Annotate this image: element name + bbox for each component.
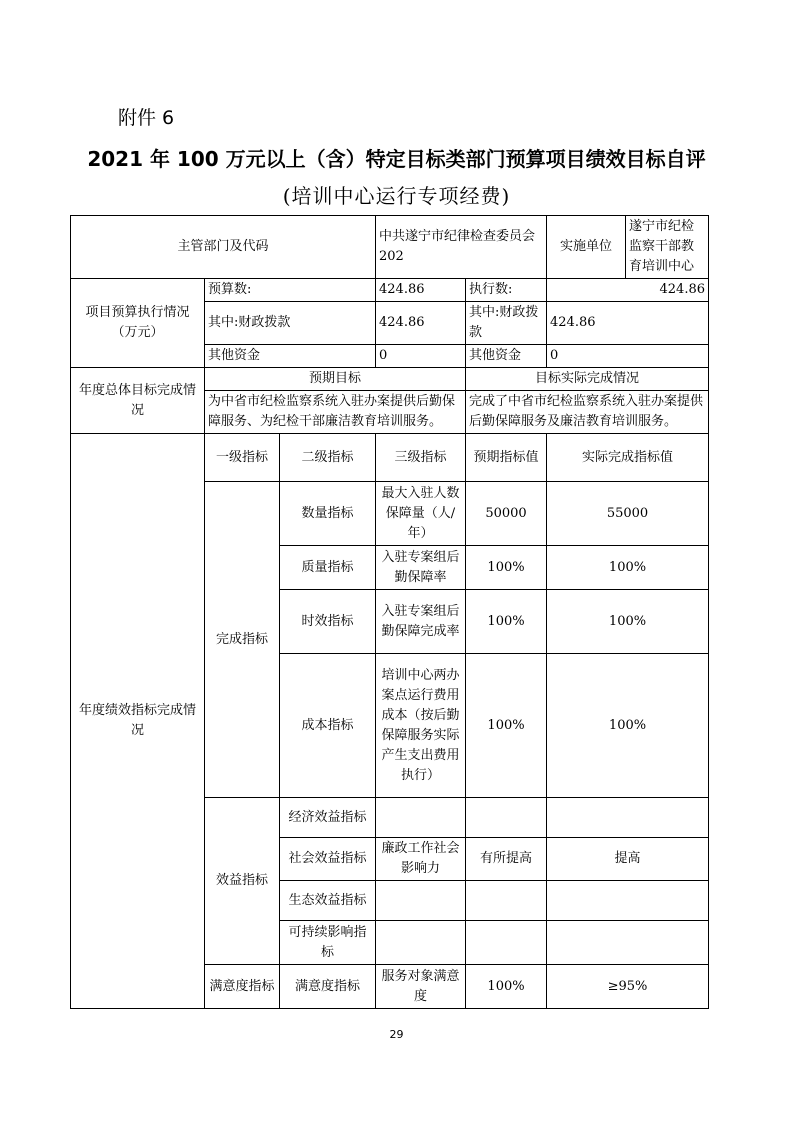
header-level3: 三级指标 xyxy=(376,434,466,482)
level2-cell: 时效指标 xyxy=(280,590,376,654)
expected-cell: 100% xyxy=(466,965,547,1009)
level2-cell: 社会效益指标 xyxy=(280,838,376,881)
level2-cell: 成本指标 xyxy=(280,654,376,798)
other-exec-label: 其他资金 xyxy=(466,345,547,368)
expected-cell: 100% xyxy=(466,590,547,654)
expected-goal-header: 预期目标 xyxy=(205,368,466,391)
expected-cell xyxy=(466,798,547,838)
other-exec: 0 xyxy=(547,345,709,368)
level2-cell: 质量指标 xyxy=(280,546,376,590)
actual-cell: 100% xyxy=(547,590,709,654)
impl-value: 遂宁市纪检监察干部教育培训中心 xyxy=(629,219,695,274)
exec-amount: 424.86 xyxy=(547,279,709,302)
benefit-label: 效益指标 xyxy=(205,798,280,965)
actual-cell xyxy=(547,881,709,921)
expected-cell: 100% xyxy=(466,654,547,798)
fiscal-budget-label: 其中:财政拨款 xyxy=(205,302,376,345)
fiscal-budget: 424.86 xyxy=(376,302,466,345)
completion-label: 完成指标 xyxy=(205,482,280,798)
dept-label: 主管部门及代码 xyxy=(71,216,376,279)
level3-cell: 培训中心两办案点运行费用成本（按后勤保障服务实际产生支出费用执行） xyxy=(376,654,466,798)
header-actual: 实际完成指标值 xyxy=(547,434,709,482)
performance-table xyxy=(70,215,709,1009)
actual-cell: ≥95% xyxy=(547,965,709,1009)
annual-goal-label: 年度总体目标完成情况 xyxy=(71,368,205,434)
expected-cell: 100% xyxy=(466,546,547,590)
level3-cell: 最大入驻人数保障量（人/年） xyxy=(376,482,466,546)
level2-cell: 可持续影响指标 xyxy=(280,921,376,965)
level2-cell: 满意度指标 xyxy=(280,965,376,1009)
header-level1: 一级指标 xyxy=(205,434,280,482)
actual-goal-text: 完成了中省市纪检监察系统入驻办案提供后勤保障服务及廉洁教育培训服务。 xyxy=(466,391,709,434)
indicators-section-label: 年度绩效指标完成情况 xyxy=(71,434,205,1009)
level3-cell: 廉政工作社会影响力 xyxy=(376,838,466,881)
level3-cell xyxy=(376,798,466,838)
page-title: 2021 年 100 万元以上（含）特定目标类部门预算项目绩效目标自评 xyxy=(87,147,706,171)
expected-cell xyxy=(466,921,547,965)
expected-cell xyxy=(466,881,547,921)
other-budget: 0 xyxy=(376,345,466,368)
header-level2: 二级指标 xyxy=(280,434,376,482)
level2-cell: 生态效益指标 xyxy=(280,881,376,921)
budget-label: 项目预算执行情况（万元） xyxy=(71,279,205,368)
header-expected: 预期指标值 xyxy=(466,434,547,482)
impl-value-cell xyxy=(547,216,709,279)
level2-cell: 经济效益指标 xyxy=(280,798,376,838)
level3-cell xyxy=(376,921,466,965)
other-budget-label: 其他资金 xyxy=(205,345,376,368)
satisfaction-label: 满意度指标 xyxy=(205,965,280,1009)
budget-amount-label: 预算数: xyxy=(205,279,376,302)
level3-cell: 入驻专案组后勤保障率 xyxy=(376,546,466,590)
actual-cell: 55000 xyxy=(547,482,709,546)
impl-label-cell: 实施单位 xyxy=(547,216,626,278)
fiscal-exec-label: 其中:财政拨款 xyxy=(466,302,547,345)
actual-cell: 100% xyxy=(547,654,709,798)
fiscal-exec: 424.86 xyxy=(547,302,709,345)
page-subtitle: (培训中心运行专项经费) xyxy=(282,184,511,208)
actual-cell xyxy=(547,921,709,965)
table-row xyxy=(71,279,709,302)
dept-value: 中共遂宁市纪律检查委员会202 xyxy=(376,216,547,279)
table-row xyxy=(71,434,709,482)
level2-cell: 数量指标 xyxy=(280,482,376,546)
actual-cell: 提高 xyxy=(547,838,709,881)
table-row xyxy=(71,216,709,279)
level3-cell: 服务对象满意度 xyxy=(376,965,466,1009)
expected-goal-text: 为中省市纪检监察系统入驻办案提供后勤保障服务、为纪检干部廉洁教育培训服务。 xyxy=(205,391,466,434)
table-row xyxy=(71,368,709,391)
expected-cell: 50000 xyxy=(466,482,547,546)
budget-amount: 424.86 xyxy=(376,279,466,302)
actual-goal-header: 目标实际完成情况 xyxy=(466,368,709,391)
actual-cell: 100% xyxy=(547,546,709,590)
level3-cell: 入驻专案组后勤保障完成率 xyxy=(376,590,466,654)
page-number: 29 xyxy=(389,1028,404,1041)
exec-amount-label: 执行数: xyxy=(466,279,547,302)
actual-cell xyxy=(547,798,709,838)
level3-cell xyxy=(376,881,466,921)
expected-cell: 有所提高 xyxy=(466,838,547,881)
impl-inner xyxy=(547,216,708,278)
attachment-label: 附件 6 xyxy=(118,107,175,129)
